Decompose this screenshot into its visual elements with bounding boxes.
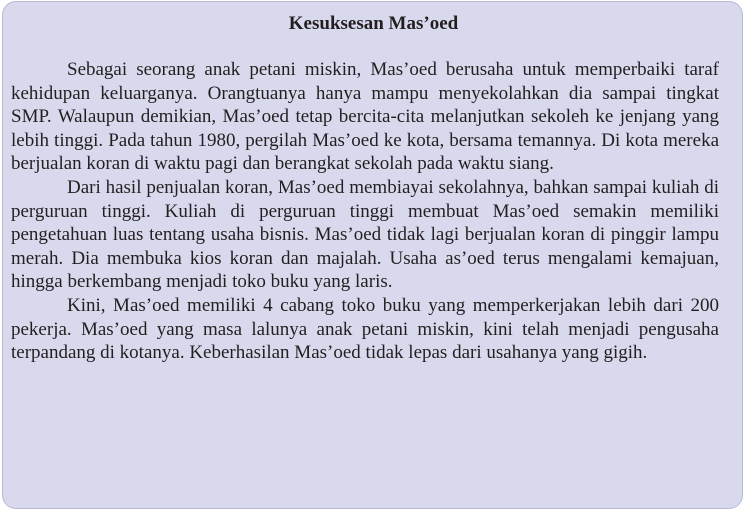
- story-body: [11, 58, 719, 365]
- story-paragraph-2: Dari hasil penjualan koran, Mas’oed membiayai sekolahnya, bahkan sampai kuliah di perguruan tinggi. Kuliah di perguruan tinggi membuat Mas’oed semakin memiliki pengetahuan luas tentang usaha bisnis. Mas’oed tidak lagi berjualan koran di pinggir lampu merah. Dia membuka kios koran dan majalah. Usaha as’oed terus mengalami kemajuan, hingga berkembang menjadi toko buku yang laris.: [11, 176, 719, 293]
- story-title: Kesuksesan Mas’oed: [288, 13, 459, 34]
- story-panel: [2, 1, 743, 509]
- story-paragraph-3: Kini, Mas’oed memiliki 4 cabang toko buku yang memperkerjakan lebih dari 200 pekerja. Mas’oed yang masa lalunya anak petani miskin, kini telah menjadi pengusaha terpandang di kotanya. Keberhasilan Mas’oed tidak lepas dari usahanya yang gigih.: [11, 294, 719, 364]
- story-paragraph-1: Sebagai seorang anak petani miskin, Mas’oed berusaha untuk memperbaiki taraf kehidupan keluarganya. Orangtuanya hanya mampu menyekolahkan dia sampai tingkat SMP. Walaupun demikian, Mas’oed tetap bercita-cita melanjutkan sekoleh ke jenjang yang lebih tinggi. Pada tahun 1980, pergilah Mas’oed ke kota, bersama temannya. Di kota mereka berjualan koran di waktu pagi dan berangkat sekolah pada waktu siang.: [11, 59, 719, 175]
